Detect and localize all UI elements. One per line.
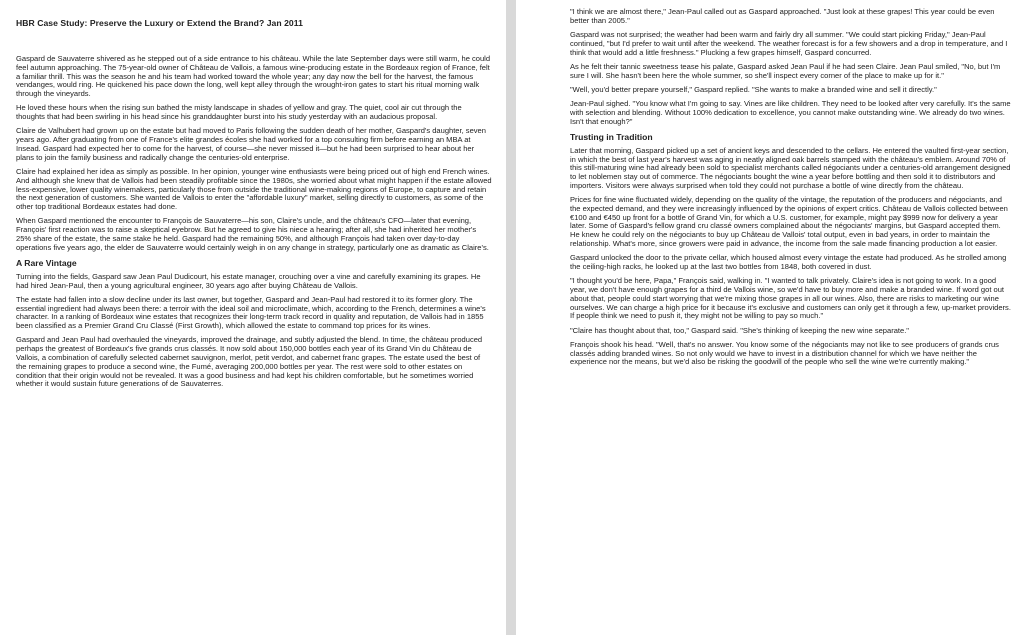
paragraph: "I think we are almost there," Jean-Paul called out as Gaspard approached. "Just look at these grapes! This year could be even better than 2005."	[570, 7, 995, 25]
paragraph: Claire de Valhubert had grown up on the estate but had moved to Paris following the sudden death of her mother, Gaspard's daughter, seven years ago. After graduating from one of France's elite grandes écoles she had worked for a top consulting firm before earning an MBA at Insead. Gaspard had expected her to come for the harvest, of course—she never missed it—but he had been surprised to hear about her plans to join the family business and radically change the centuries-old enterprise.	[16, 126, 486, 162]
document-title: HBR Case Study: Preserve the Luxury or Extend the Brand? Jan 2011	[16, 18, 303, 28]
paragraph: Later that morning, Gaspard picked up a set of ancient keys and descended to the cellars. He entered the vaulted first-year section, in which the best of last year's harvest was aging in neatly aligned oak barrels stamped with the château's emblem. Around 70% of this still-maturing wine had already been sold to specialist merchants called négociants under a centuries-old arrangement designed to let noblemen stay out of commerce. The négociants bought the wine a year before bottling and then sold it to distributors and importers. Visitors were always surprised when told they could not purchase a bottle of wine directly from the château.	[570, 145, 1011, 190]
section-heading: Trusting in Tradition	[570, 131, 653, 142]
paragraph: When Gaspard mentioned the encounter to François de Sauvaterre—his son, Claire's uncle, and the château's CFO—later that evening, François' first reaction was to raise a skeptical eyebrow. But he agreed to give his niece a hearing; after all, she had inherited her mother's 25% share of the estate, the same stake he held. Gaspard had the remaining 50%, and although François had taken over day-to-day operations five years ago, the elder de Sauvaterre would certainly weigh in on any change in strategy, particularly one as dramatic as Claire's.	[16, 216, 489, 252]
right-page-body	[570, 8, 1012, 367]
paragraph: "Well, you'd better prepare yourself," Gaspard replied. "She wants to make a branded wine and sell it directly."	[570, 84, 937, 94]
paragraph: He loved these hours when the rising sun bathed the misty landscape in shades of yellow and gray. The quiet, cool air cut through the thoughts that had been swirling in his head since his granddaughter burst into his study yesterday with an audacious proposal.	[16, 103, 462, 122]
paragraph: "I thought you'd be here, Papa," François said, walking in. "I wanted to talk privately. Claire's idea is not going to work. In a good year, we don't have enough grapes for a third de Vallois wine, so we'd have to buy more and make a branded wine. If word got out about that, people could start worrying that we're mixing those grapes in all our wines. Also, there are risks to marketing our wine ourselves. We can charge a high price for it because it's exclusive and customers can only get it through a few, up-market providers. If people think we need to push it, they might not be willing to pay so much."	[570, 276, 1011, 321]
paragraph: Claire had explained her idea as simply as possible. In her opinion, younger wine enthusiasts were being priced out of high end French wines. And although she knew that de Vallois had been steadily profitable since the 1980s, she worried about what might happen if the estate allowed less-expensive, lower quality winemakers, particularly those from outside the traditional wine-making regions of Europe, to capture and retain the next generation of customers. She wanted de Vallois to enter the "affordable luxury" market, selling directly to customers, as some of the other top traditional Bordeaux estates had done.	[16, 166, 492, 212]
left-page-body	[16, 55, 492, 389]
paragraph: Gaspard de Sauvaterre shivered as he stepped out of a side entrance to his château. While the late September days were still warm, he could feel autumn approaching. The 75-year-old owner of Château de Vallois, a famous wine-producing estate in the Bordeaux region of France, felt a familiar thrill. This was the season he and his team had worked toward the whole year; any day now the bell for the harvest, the famous vendanges, would ring. He quickened his pace down the long, well kept alley through the wrought-iron gates to start his ritual morning walk through the vineyards.	[16, 54, 491, 99]
paragraph: Gaspard and Jean Paul had overhauled the vineyards, improved the drainage, and subtly adjusted the blend. In time, the château produced perhaps the greatest of Bordeaux's five grands crus classés. It now sold about 150,000 bottles each year of its Grand Vin du Château de Vallois, a combination of carefully selected cabernet sauvignon, merlot, petit verdot, and cabernet franc grapes. The estate used the best of the remaining grapes to produce a second wine, the Fumé, averaging 200,000 bottles per year. The rest were sold to other estates on condition that their origin would not be revealed. It was a good business and had kept his children comfortable, but he sometimes worried whether it would sustain future generations of de Sauvaterres.	[16, 335, 483, 389]
paragraph: Prices for fine wine fluctuated widely, depending on the quality of the vintage, the reputation of the producers and négociants, and the expected demand, and they were increasingly influenced by the opinions of expert critics. Château de Vallois collected between €100 and €450 up front for a bottle of Grand Vin, for which a U.S. customer, for example, might pay $999 now for delivery a year later. Some of Gaspard's fellow grand cru classé owners complained about the négociants' margins, but Gaspard accepted them. He knew he could rely on the négociants to buy up Château de Vallois' total output, even in bad years, in order to maintain the relationship. What's more, since growers were paid in advance, the income from the sale made financing production a lot easier.	[570, 195, 1008, 249]
paragraph: As he felt their tannic sweetness tease his palate, Gaspard asked Jean Paul if he had seen Claire. Jean Paul smiled, "No, but I'm sure I will. She hasn't been here the whole summer, so she'll inspect every corner of the place to make up for it."	[570, 61, 1001, 80]
paragraph: Turning into the fields, Gaspard saw Jean Paul Dudicourt, his estate manager, crouching over a vine and carefully examining its grapes. He had hired Jean-Paul, then a young agricultural engineer, 30 years ago after buying Château de Vallois.	[16, 271, 481, 290]
section-heading: A Rare Vintage	[16, 257, 77, 268]
paragraph: Gaspard was not surprised; the weather had been warm and fairly dry all summer. "We could start picking Friday," Jean-Paul continued, "but I'd prefer to wait until after the weekend. The weather forecast is for a few showers and a drop in temperature, and I think that would add a little freshness." Plucking a few grapes himself, Gaspard concurred.	[570, 29, 1008, 57]
paragraph: François shook his head. "Well, that's no answer. You know some of the négociants may not like to see producers of grands crus classés adding branded wines. So not only would we have to invest in a distribution channel for which we have neither the experience nor the means, but we'd also be risking the goodwill of the people who sell the wine we're currently making."	[570, 339, 999, 367]
paragraph: Gaspard unlocked the door to the private cellar, which housed almost every vintage the estate had produced. As he strolled among the ceiling-high racks, he looked up at the last two bottles from 1848, both covered in dust.	[570, 253, 1007, 272]
document-page-left	[0, 0, 506, 635]
paragraph: "Claire has thought about that, too," Gaspard said. "She's thinking of keeping the new wine separate."	[570, 325, 909, 335]
document-page-right	[516, 0, 1024, 635]
paragraph: Jean-Paul sighed. "You know what I'm going to say. Vines are like children. They need to be looked after very carefully. It's the same with selection and blending. Without 100% dedication to excellence, you cannot make outstanding wine. We already do two wines. Isn't that enough?"	[570, 98, 1011, 126]
paragraph: The estate had fallen into a slow decline under its last owner, but together, Gaspard and Jean-Paul had restored it to its former glory. The essential ingredient had always been there: a terroir with the ideal soil and microclimate, which, according to the French, determines a wine's character. In a ranking of Bordeaux wine estates that recognizes their long-term track record in quality and reputation, de Vallois had in 1855 been classified as a Premier Grand Cru Classé (First Growth), which allowed the estate to command top prices for its wines.	[16, 294, 486, 331]
